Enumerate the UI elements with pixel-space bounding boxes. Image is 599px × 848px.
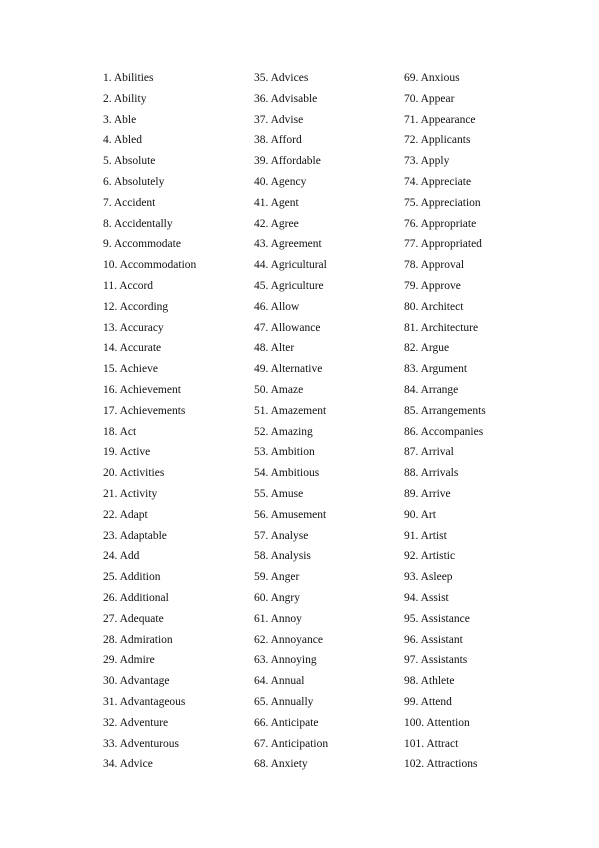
list-item: 43. Agreement <box>254 238 322 251</box>
list-item: 64. Annual <box>254 675 305 688</box>
list-item: 80. Architect <box>404 300 464 313</box>
list-item: 96. Assistant <box>404 633 463 646</box>
list-item: 24. Add <box>103 550 140 563</box>
list-item: 20. Activities <box>103 467 165 480</box>
list-item: 99. Attend <box>404 695 452 708</box>
list-item: 19. Active <box>103 446 151 459</box>
list-item: 60. Angry <box>254 591 300 604</box>
list-item: 88. Arrivals <box>404 467 459 480</box>
list-item: 69. Anxious <box>404 72 460 84</box>
list-item: 37. Advise <box>254 113 304 126</box>
list-item: 86. Accompanies <box>404 425 484 438</box>
list-item: 101. Attract <box>404 737 459 750</box>
list-item: 40. Agency <box>254 175 307 188</box>
list-item: 23. Adaptable <box>103 529 167 542</box>
list-item: 11. Accord <box>103 279 154 292</box>
list-item: 15. Achieve <box>103 363 158 376</box>
list-item: 50. Amaze <box>254 383 304 396</box>
list-item: 16. Achievement <box>103 383 181 396</box>
list-item: 36. Advisable <box>254 92 318 105</box>
list-item: 26. Additional <box>103 591 169 604</box>
list-item: 67. Anticipation <box>254 737 329 750</box>
list-item: 102. Attractions <box>404 758 478 771</box>
list-item: 79. Approve <box>404 279 461 292</box>
list-item: 71. Appearance <box>404 113 476 126</box>
list-item: 1. Abilities <box>103 72 154 84</box>
list-item: 82. Argue <box>404 342 450 355</box>
list-item: 89. Arrive <box>404 487 451 500</box>
list-item: 81. Architecture <box>404 321 479 334</box>
list-item: 34. Advice <box>103 758 153 771</box>
list-item: 90. Art <box>404 508 436 521</box>
list-item: 94. Assist <box>404 591 449 604</box>
list-item: 8. Accidentally <box>103 217 173 230</box>
list-item: 70. Appear <box>404 92 455 105</box>
list-item: 4. Abled <box>103 134 142 147</box>
list-item: 72. Applicants <box>404 134 471 147</box>
list-item: 31. Advantageous <box>103 695 186 708</box>
list-item: 42. Agree <box>254 217 299 230</box>
list-item: 73. Apply <box>404 155 450 168</box>
list-item: 33. Adventurous <box>103 737 180 750</box>
list-item: 13. Accuracy <box>103 321 164 334</box>
list-item: 54. Ambitious <box>254 467 320 480</box>
list-item: 93. Asleep <box>404 571 453 584</box>
list-item: 57. Analyse <box>254 529 309 542</box>
list-item: 61. Annoy <box>254 612 302 625</box>
list-item: 68. Anxiety <box>254 758 308 771</box>
list-item: 18. Act <box>103 425 137 438</box>
word-column-2 <box>254 68 328 775</box>
list-item: 44. Agricultural <box>254 259 327 272</box>
list-item: 32. Adventure <box>103 716 169 729</box>
list-item: 56. Amusement <box>254 508 327 521</box>
list-item: 75. Appreciation <box>404 196 481 209</box>
word-column-1 <box>103 68 196 775</box>
list-item: 10. Accommodation <box>103 259 197 272</box>
list-item: 51. Amazement <box>254 404 327 417</box>
list-item: 49. Alternative <box>254 363 323 376</box>
list-item: 62. Annoyance <box>254 633 323 646</box>
list-item: 41. Agent <box>254 196 299 209</box>
list-item: 77. Appropriated <box>404 238 482 251</box>
list-item: 5. Absolute <box>103 155 156 168</box>
list-item: 14. Accurate <box>103 342 162 355</box>
list-item: 63. Annoying <box>254 654 317 667</box>
list-item: 76. Appropriate <box>404 217 477 230</box>
list-item: 30. Advantage <box>103 675 170 688</box>
list-item: 55. Amuse <box>254 487 304 500</box>
list-item: 21. Activity <box>103 487 158 500</box>
list-item: 87. Arrival <box>404 446 454 459</box>
list-item: 47. Allowance <box>254 321 321 334</box>
list-item: 83. Argument <box>404 363 468 376</box>
list-item: 25. Addition <box>103 571 161 584</box>
list-item: 85. Arrangements <box>404 404 486 417</box>
list-item: 35. Advices <box>254 72 309 84</box>
list-item: 22. Adapt <box>103 508 148 521</box>
list-item: 98. Athlete <box>404 675 455 688</box>
list-item: 28. Admiration <box>103 633 173 646</box>
list-item: 52. Amazing <box>254 425 313 438</box>
list-item: 65. Annually <box>254 695 314 708</box>
list-item: 59. Anger <box>254 571 300 584</box>
list-item: 46. Allow <box>254 300 300 313</box>
list-item: 38. Afford <box>254 134 302 147</box>
list-item: 6. Absolutely <box>103 175 165 188</box>
list-item: 66. Anticipate <box>254 716 319 729</box>
list-item: 27. Adequate <box>103 612 164 625</box>
list-item: 12. According <box>103 300 169 313</box>
list-item: 3. Able <box>103 113 137 126</box>
word-column-3 <box>404 68 486 775</box>
list-item: 84. Arrange <box>404 383 459 396</box>
list-item: 9. Accommodate <box>103 238 181 251</box>
list-item: 7. Accident <box>103 196 156 209</box>
list-item: 74. Appreciate <box>404 175 472 188</box>
list-item: 48. Alter <box>254 342 295 355</box>
list-item: 45. Agriculture <box>254 279 324 292</box>
list-item: 92. Artistic <box>404 550 456 563</box>
list-item: 95. Assistance <box>404 612 470 625</box>
list-item: 29. Admire <box>103 654 155 667</box>
list-item: 58. Analysis <box>254 550 311 563</box>
list-item: 91. Artist <box>404 529 447 542</box>
list-item: 97. Assistants <box>404 654 468 667</box>
list-item: 100. Attention <box>404 716 470 729</box>
list-item: 78. Approval <box>404 259 465 272</box>
list-item: 53. Ambition <box>254 446 315 459</box>
list-item: 2. Ability <box>103 92 147 105</box>
list-item: 39. Affordable <box>254 155 321 168</box>
list-item: 17. Achievements <box>103 404 186 417</box>
